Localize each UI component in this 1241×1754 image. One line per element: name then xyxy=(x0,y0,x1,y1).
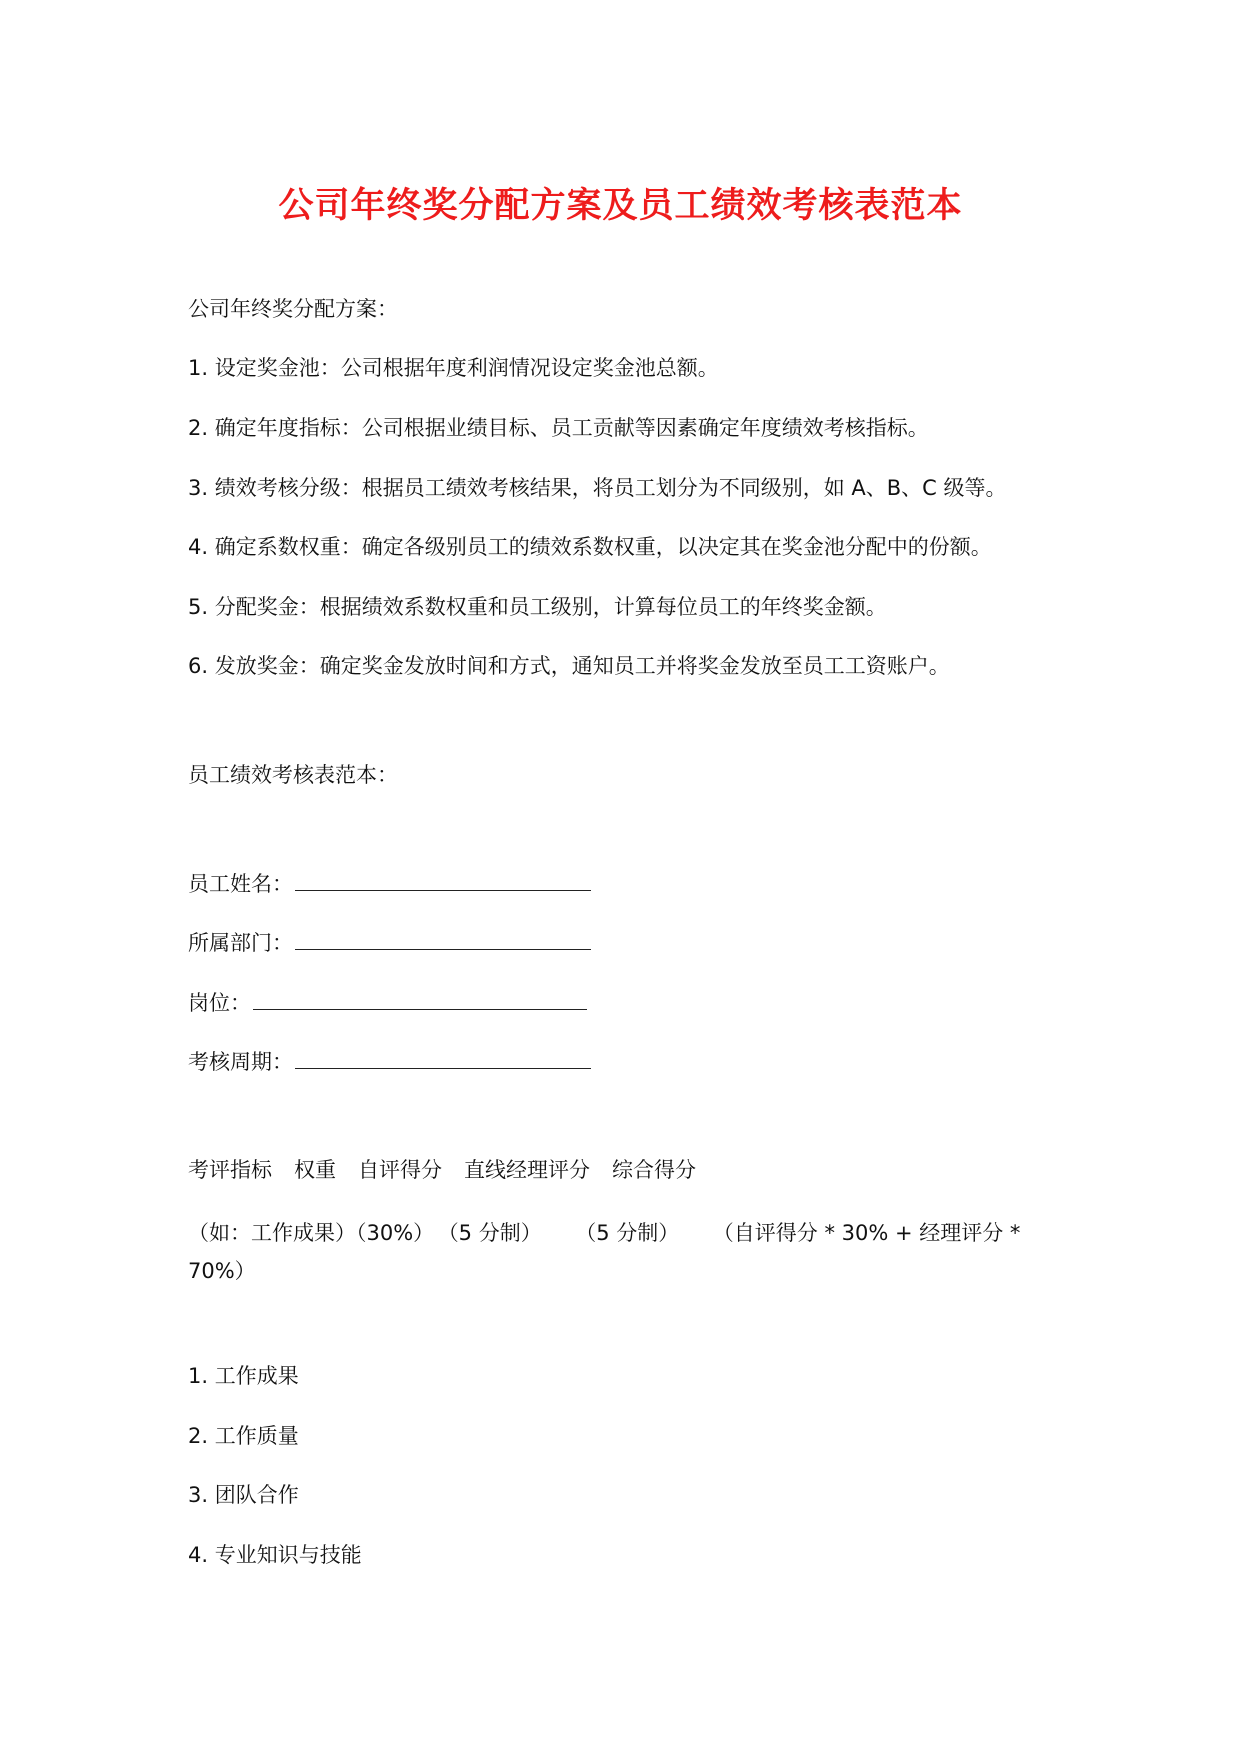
example-self-score: （5 分制） xyxy=(448,1221,542,1245)
position-blank[interactable] xyxy=(253,989,587,1010)
indicator-item-3: 3. 团队合作 xyxy=(188,1483,299,1507)
plan-heading: 公司年终奖分配方案： xyxy=(188,297,398,321)
example-composite-score: （自评得分 * 30% + 经理评分 * 70%） xyxy=(188,1221,1021,1283)
field-label: 岗位： xyxy=(188,991,251,1015)
header-weight: 权重 xyxy=(294,1158,336,1182)
field-label: 员工姓名： xyxy=(188,872,293,896)
plan-item-4: 4. 确定系数权重：确定各级别员工的绩效系数权重，以决定其在奖金池分配中的份额。 xyxy=(188,535,992,559)
plan-item-1: 1. 设定奖金池：公司根据年度利润情况设定奖金池总额。 xyxy=(188,356,719,380)
table-header-row xyxy=(188,1155,718,1185)
indicator-item-1: 1. 工作成果 xyxy=(188,1364,299,1388)
indicator-item-2: 2. 工作质量 xyxy=(188,1424,299,1448)
plan-item-5: 5. 分配奖金：根据绩效系数权重和员工级别，计算每位员工的年终奖金额。 xyxy=(188,595,887,619)
plan-item-3: 3. 绩效考核分级：根据员工绩效考核结果，将员工划分为不同级别，如 A、B、C 级等。 xyxy=(188,476,1007,500)
header-indicator: 考评指标 xyxy=(188,1158,272,1182)
field-review-period xyxy=(188,1047,591,1077)
indicator-item-4: 4. 专业知识与技能 xyxy=(188,1543,362,1567)
document-title: 公司年终奖分配方案及员工绩效考核表范本 xyxy=(278,186,963,226)
plan-item-2: 2. 确定年度指标：公司根据业绩目标、员工贡献等因素确定年度绩效考核指标。 xyxy=(188,416,929,440)
example-manager-score: （5 分制） xyxy=(585,1221,680,1245)
department-blank[interactable] xyxy=(295,929,591,950)
plan-item-6: 6. 发放奖金：确定奖金发放时间和方式，通知员工并将奖金发放至员工工资账户。 xyxy=(188,654,950,678)
table-example-row xyxy=(188,1214,1068,1290)
field-label: 考核周期： xyxy=(188,1050,293,1074)
field-label: 所属部门： xyxy=(188,931,293,955)
field-department xyxy=(188,928,591,958)
form-heading: 员工绩效考核表范本： xyxy=(188,763,398,787)
header-composite-score: 综合得分 xyxy=(612,1158,696,1182)
employee-name-blank[interactable] xyxy=(295,870,591,891)
review-period-blank[interactable] xyxy=(295,1048,591,1069)
field-employee-name xyxy=(188,869,591,899)
example-indicator: （如：工作成果） xyxy=(188,1221,356,1245)
example-weight: （30%） xyxy=(356,1221,435,1245)
header-manager-score: 直线经理评分 xyxy=(464,1158,590,1182)
field-position xyxy=(188,988,587,1018)
header-self-score: 自评得分 xyxy=(358,1158,442,1182)
